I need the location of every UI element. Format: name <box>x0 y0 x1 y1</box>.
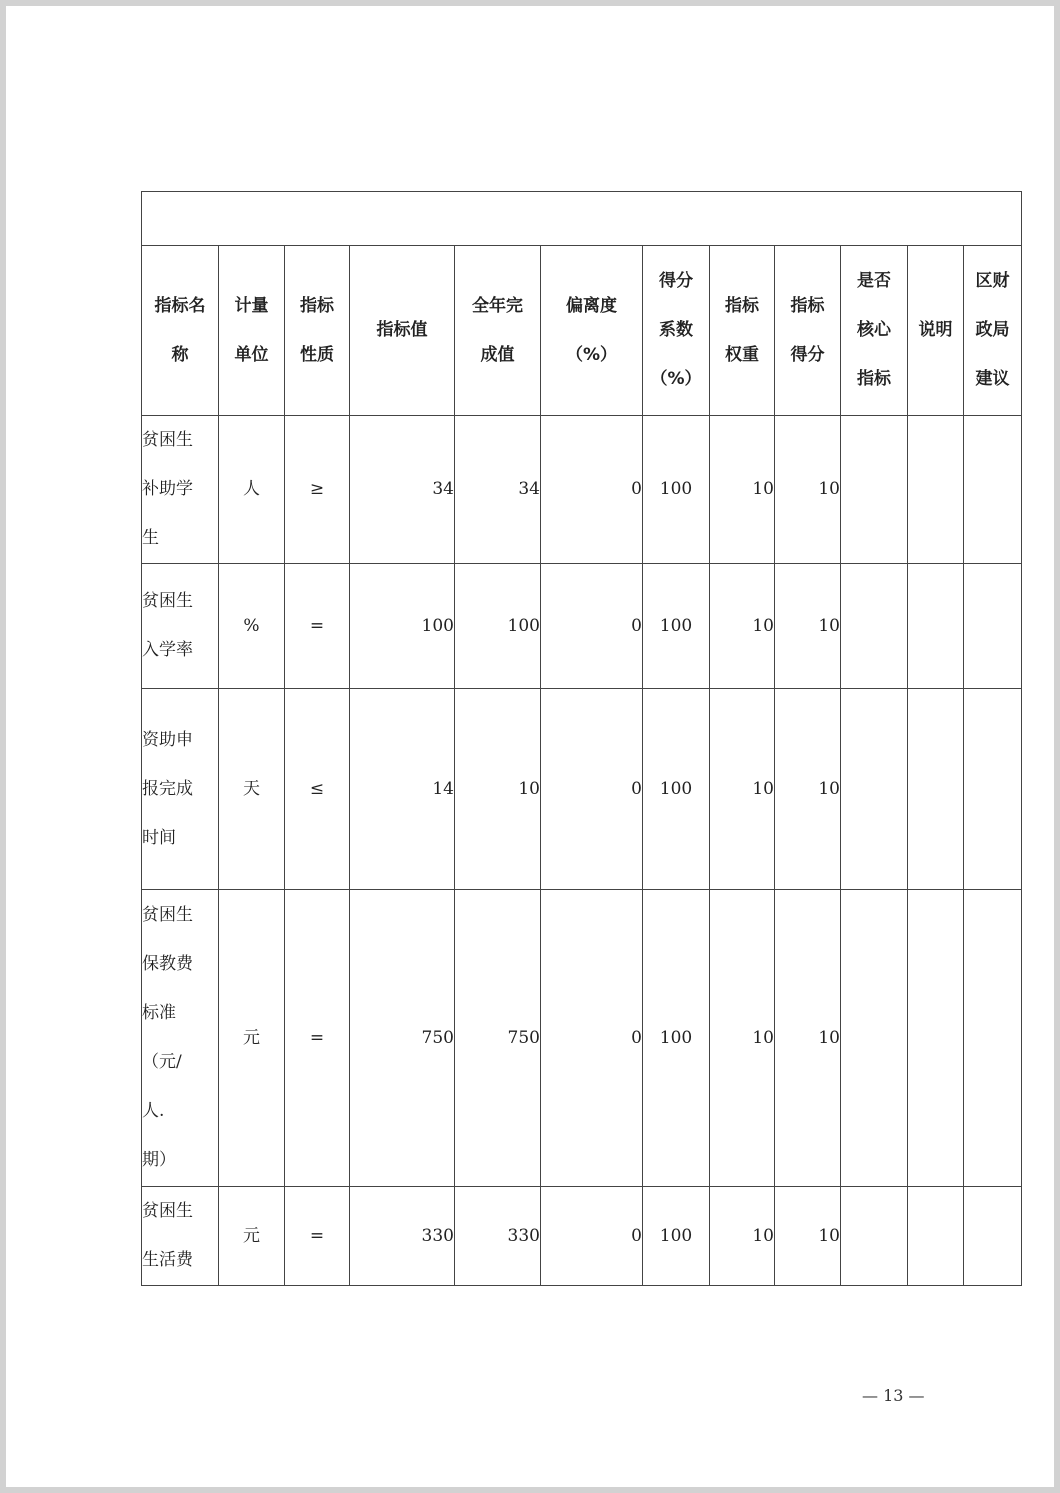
score-coefficient-cell: 100 <box>643 564 710 689</box>
score-coefficient-cell: 100 <box>643 890 710 1187</box>
target-value-cell: 330 <box>350 1187 455 1286</box>
header-cell-line: （%） <box>565 344 618 365</box>
unit-cell: 元 <box>219 1187 285 1286</box>
header-cell-line: （%） <box>650 369 702 389</box>
indicator-name-cell <box>142 1187 219 1286</box>
indicator-name-line: 贫困生 <box>142 591 193 611</box>
finance-advice-cell <box>964 689 1022 890</box>
header-cell-line: 得分 <box>790 344 825 365</box>
header-cell-line: 权重 <box>725 344 759 365</box>
note-cell <box>908 890 964 1187</box>
indicator-name-line: 时间 <box>142 827 176 848</box>
header-cell-line: 得分 <box>659 271 693 291</box>
indicator-name-line: 保教费 <box>142 954 193 974</box>
indicator-name-line: 贫困生 <box>142 905 193 925</box>
header-cell-line: 是否 <box>857 271 891 291</box>
header-cell <box>908 246 964 416</box>
page-number: — 13 — <box>862 1386 925 1405</box>
header-cell <box>142 246 219 416</box>
blank-cell <box>142 192 1022 246</box>
header-cell-line: 指标值 <box>376 320 428 340</box>
header-cell-line: 指标 <box>790 295 825 316</box>
note-cell <box>908 564 964 689</box>
score-cell: 10 <box>775 1187 841 1286</box>
table-row <box>142 689 1022 890</box>
nature-cell: ≥ <box>285 416 350 564</box>
note-cell <box>908 1187 964 1286</box>
indicator-name-cell <box>142 689 219 890</box>
nature-cell: = <box>285 890 350 1187</box>
note-cell <box>908 416 964 564</box>
indicator-name-line: 资助申 <box>142 729 193 750</box>
actual-value-cell: 100 <box>455 564 541 689</box>
finance-advice-cell <box>964 416 1022 564</box>
indicator-name-line: 报完成 <box>142 778 193 799</box>
header-cell <box>219 246 285 416</box>
nature-cell: = <box>285 1187 350 1286</box>
deviation-cell: 0 <box>541 890 643 1187</box>
actual-value-cell: 750 <box>455 890 541 1187</box>
score-cell: 10 <box>775 416 841 564</box>
header-cell <box>964 246 1022 416</box>
header-cell-line: 称 <box>171 344 189 365</box>
weight-cell: 10 <box>710 416 775 564</box>
finance-advice-cell <box>964 1187 1022 1286</box>
actual-value-cell: 10 <box>455 689 541 890</box>
document-page <box>6 6 1054 1487</box>
indicator-name-line: 入学率 <box>142 640 193 660</box>
deviation-cell: 0 <box>541 416 643 564</box>
target-value-cell: 34 <box>350 416 455 564</box>
indicator-name-line: 期） <box>142 1150 176 1170</box>
header-cell <box>455 246 541 416</box>
core-indicator-cell <box>841 564 908 689</box>
target-value-cell: 750 <box>350 890 455 1187</box>
header-cell <box>350 246 455 416</box>
header-cell-line: 性质 <box>300 344 334 365</box>
deviation-cell: 0 <box>541 564 643 689</box>
header-cell <box>775 246 841 416</box>
header-cell <box>710 246 775 416</box>
unit-cell: 元 <box>219 890 285 1187</box>
actual-value-cell: 330 <box>455 1187 541 1286</box>
core-indicator-cell <box>841 689 908 890</box>
unit-cell: 人 <box>219 416 285 564</box>
header-cell-line: 偏离度 <box>566 295 617 316</box>
unit-cell: 天 <box>219 689 285 890</box>
indicator-name-line: 补助学 <box>142 479 193 499</box>
header-cell-line: 政局 <box>975 320 1010 340</box>
header-row <box>142 246 1022 416</box>
table-row <box>142 416 1022 564</box>
core-indicator-cell <box>841 1187 908 1286</box>
indicator-name-cell <box>142 564 219 689</box>
unit-cell: % <box>219 564 285 689</box>
header-cell-line: 成值 <box>480 344 515 365</box>
indicator-name-line: 标准 <box>142 1003 176 1023</box>
deviation-cell: 0 <box>541 689 643 890</box>
indicator-name-line: 生 <box>142 528 159 548</box>
table-row <box>142 564 1022 689</box>
weight-cell: 10 <box>710 890 775 1187</box>
blank-title-row <box>142 192 1022 246</box>
header-cell-line: 指标 <box>725 295 759 316</box>
header-cell-line: 计量 <box>234 295 269 316</box>
table-row <box>142 890 1022 1187</box>
header-cell-line: 指标名 <box>154 295 206 316</box>
actual-value-cell: 34 <box>455 416 541 564</box>
header-cell-line: 区财 <box>975 271 1010 291</box>
indicator-name-line: 人. <box>142 1101 165 1121</box>
nature-cell: ≤ <box>285 689 350 890</box>
deviation-cell: 0 <box>541 1187 643 1286</box>
score-coefficient-cell: 100 <box>643 416 710 564</box>
header-cell-line: 单位 <box>234 344 269 365</box>
header-cell <box>841 246 908 416</box>
header-cell <box>541 246 643 416</box>
weight-cell: 10 <box>710 564 775 689</box>
header-cell-line: 建议 <box>975 369 1010 389</box>
header-cell-line: 核心 <box>857 320 891 340</box>
header-cell <box>285 246 350 416</box>
finance-advice-cell <box>964 890 1022 1187</box>
target-value-cell: 100 <box>350 564 455 689</box>
header-cell-line: 系数 <box>659 320 693 340</box>
note-cell <box>908 689 964 890</box>
score-coefficient-cell: 100 <box>643 1187 710 1286</box>
score-cell: 10 <box>775 564 841 689</box>
header-cell-line: 指标 <box>857 369 891 389</box>
score-coefficient-cell: 100 <box>643 689 710 890</box>
score-cell: 10 <box>775 890 841 1187</box>
weight-cell: 10 <box>710 1187 775 1286</box>
header-cell <box>643 246 710 416</box>
weight-cell: 10 <box>710 689 775 890</box>
header-cell-line: 全年完 <box>472 295 523 316</box>
indicator-name-line: 贫困生 <box>142 1201 193 1221</box>
table-row <box>142 1187 1022 1286</box>
indicator-name-cell <box>142 890 219 1187</box>
indicator-name-line: 生活费 <box>142 1250 193 1270</box>
core-indicator-cell <box>841 416 908 564</box>
indicator-name-line: （元/ <box>142 1052 182 1072</box>
core-indicator-cell <box>841 890 908 1187</box>
finance-advice-cell <box>964 564 1022 689</box>
score-cell: 10 <box>775 689 841 890</box>
indicator-name-cell <box>142 416 219 564</box>
nature-cell: = <box>285 564 350 689</box>
indicator-name-line: 贫困生 <box>142 430 193 450</box>
performance-indicator-table <box>141 191 1022 1286</box>
header-cell-line: 说明 <box>918 320 953 340</box>
header-cell-line: 指标 <box>300 295 334 316</box>
target-value-cell: 14 <box>350 689 455 890</box>
